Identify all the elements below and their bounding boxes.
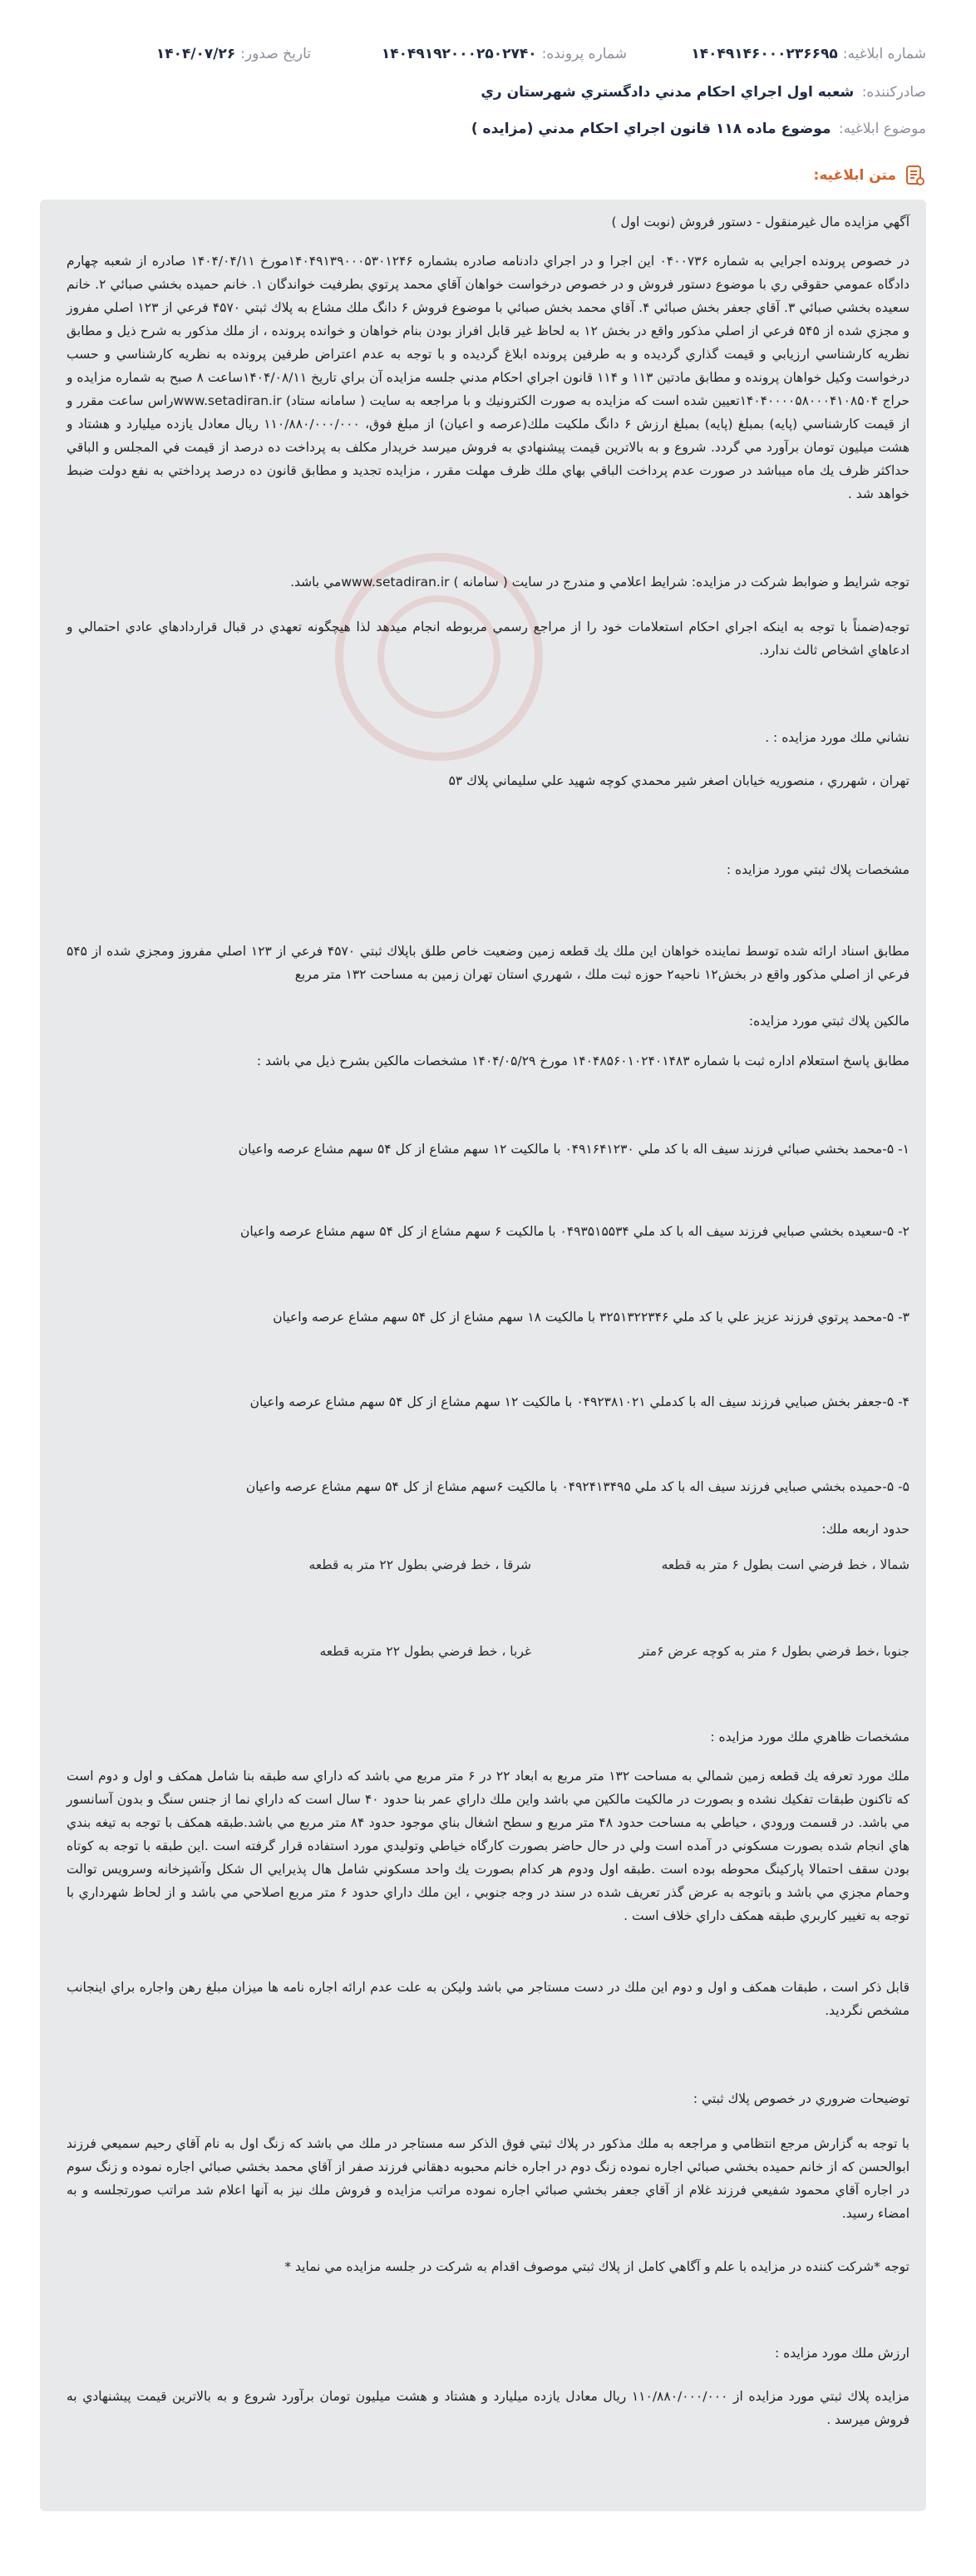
property-value-title: ارزش ملك مورد مزايده : bbox=[774, 2346, 909, 2361]
subject-value: موضوع ماده ۱۱۸ قانون اجراي احكام مدني (مزايده ) bbox=[471, 121, 831, 137]
bounds-title: حدود اربعه ملك: bbox=[821, 1522, 909, 1537]
issue-date-label: تاریخ صدور: bbox=[240, 46, 311, 62]
property-address-title: نشاني ملك مورد مزايده : . bbox=[765, 730, 909, 745]
owners-intro: مطابق پاسخ استعلام اداره ثبت با شماره ۱۴۰۴۸۵۶۰۱۰۲۴۰۱۴۸۳ مورخ ۱۴۰۴/۰۵/۲۹ مشخصات مالكين بشرح ذيل مي باشد : bbox=[256, 1054, 909, 1068]
notice-meta-row bbox=[50, 43, 926, 65]
owner-item: ۱- ۵-محمد بخشي صبائي فرزند سيف اله با كد ملي ۰۴۹۱۶۴۱۲۳۰ با مالكيت ۱۲ سهم مشاع از كل ۵۴ سهم مشاع عرصه واعيان bbox=[238, 1142, 909, 1157]
paragraph-notice: توجه(ضمناً با توجه به اينكه اجراي احكام استعلامات خود را از مراجع رسمي مربوطه انجام ميدهد لذا هيچگونه تعهدي در قبال قراردادهاي عادي احتمالي و ادعاهاي اشخاص ثالث ندارد. bbox=[67, 619, 909, 658]
issue-date-value: ۱۴۰۴/۰۷/۲۶ bbox=[155, 46, 236, 62]
issuer-label: صادرکننده: bbox=[861, 84, 926, 101]
property-value: مزايده پلاك ثبتي مورد مزايده از ۱۱۰/۸۸۰/۰۰۰/۰۰۰ ريال معادل يازده ميليارد و هشتاد و هشت ميليون تومان برآورد شروع و به بالاترين قيمت پيشنهادي به فروش ميرسد . bbox=[67, 2389, 909, 2427]
case-number-label: شماره پرونده: bbox=[541, 46, 627, 62]
owner-item: ۳- ۵-محمد پرتوي فرزند عزيز علي با كد ملي ۳۲۵۱۳۲۲۳۴۶ با مالكيت ۱۸ سهم مشاع از كل ۵۴ سهم مشاع عرصه واعيان bbox=[273, 1310, 909, 1325]
owner-item: ۲- ۵-سعيده بخشي صبايي فرزند سيف اله با كد ملي ۰۴۹۳۵۱۵۵۳۴ با مالكيت ۶ سهم مشاع از كل ۵۴ سهم مشاع عرصه واعيان bbox=[240, 1224, 909, 1239]
issuer-value: شعبه اول اجراي احكام مدني دادگستري شهرستان ري bbox=[481, 84, 855, 101]
registration-notes-title: توضيحات ضروري در خصوص پلاك ثبتي : bbox=[693, 2091, 909, 2106]
registration-notes: با توجه به گزارش مرجع انتظامي و مراجعه به ملك مذكور در پلاك ثبتي فوق الذكر سه مستاجر در ملك مي باشد كه زنگ اول به نام آقاي رحيم سميعي فرزند ابوالحسن كه از خانم حميده بخشي صبائي اجاره نموده زنگ دوم در اجاره خانم محبوبه دهقاني فرزند صفر از آقاي محمد بخشي صبائي اجاره نموده و زنگ سوم در اجاره آقاي محمود شفيعي فرزند غلام از آقاي جعفر بخشي صبائي اجاره نموده مراتب مزايده و فروش ملك نيز به آنها اعلام شد مراتب صورتجلسه و به امضاء رسيد. bbox=[67, 2136, 909, 2221]
tenants-note: قابل ذكر است ، طبقات همكف و اول و دوم اين ملك در دست مستاجر مي باشد وليكن به علت عدم ارائه اجاره نامه ها ميزان مبلغ رهن واجاره براي اينجانب مشخص نگرديد. bbox=[67, 1980, 909, 2018]
notice-number-value: ۱۴۰۴۹۱۴۶۰۰۰۲۳۶۶۹۵ bbox=[691, 46, 838, 62]
bound-east: شرقا ، خط فرضي بطول ۲۲ متر به قطعه bbox=[308, 1557, 531, 1572]
subject-line bbox=[50, 118, 926, 140]
bound-west: غربا ، خط فرضي بطول ۲۲ متربه قطعه bbox=[319, 1644, 531, 1659]
participant-warning: توجه *شركت كننده در مزايده با علم و آگاهي كامل از پلاك ثبتي موصوف اقدام به شركت در جلسه مزايده مي نمايد * bbox=[284, 2259, 909, 2274]
case-number-value: ۱۴۰۴۹۱۹۲۰۰۰۲۵۰۲۷۴۰ bbox=[381, 46, 537, 62]
case-number bbox=[311, 43, 627, 65]
paragraph-case-details: در خصوص پرونده اجرايي به شماره ۰۴۰۰۷۳۶ اين اجرا و در اجراي دادنامه صادره بشماره ۱۴۰۴۹۱۳۹۰۰۰۵۳۰۱۲۴۶مورخ ۱۴۰۴/۰۴/۱۱ صادره از شعبه چهارم دادگاه عمومي حقوقي ري با موضوع دستور فروش و در خصوص درخواست خواهان آقاي محمد پرتوي بطرفيت خواندگان ۱. خانم حميده بخشي صبائي ۲. خانم سعيده بخشي صبائي ۳. آقاي جعفر بخش صبائي ۴. آقاي محمد بخش صبائي با موضوع فروش ۶ دانگ ملك مشاع به پلاك ثبتي ۴۵۷۰ فرعي از ۱۲۳ اصلي مفروز و مجزي شده از ۵۴۵ فرعي از اصلي مذكور واقع در بخش ۱۲ به لحاظ غير قابل افراز بودن بنام خواهان و خوانده پرونده ، از ملك مذكور به شرح ذيل و مطابق نظريه كارشناسي ارزيابي و قيمت گذاري گرديده و به طرفين پرونده ابلاغ گرديده و با توجه به عدم اعتراض طرفين پرونده به نظريه كارشناسي و حسب درخواست وكيل خواهان پرونده و مطابق مادتين ۱۱۳ و ۱۱۴ قانون اجراي احكام مدني جلسه مزايده آن براي تاريخ ۱۴۰۴/۰۸/۱۱ساعت ۸ صبح به شماره مزايده و حراج ۱۴۰۴۰۰۰۰۵۸۰۰۰۴۱۰۸۵۰۴تعيين شده است كه مزايده به صورت الكترونيك و با مراجعه به سايت ( سامانه ستاد) www.setadiran.irراس ساعت مقرر و از قيمت كارشناسي (پايه) بمبلغ (پايه) بمبلغ ارزش ۶ دانگ ملكيت ملك(عرصه و اعيان) از مبلغ فوق، ۱۱۰/۸۸۰/۰۰۰/۰۰۰ ريال معادل يازده ميليارد و هشتاد و هشت ميليون تومان برآورد مي گردد. شروع و به بالاترين قيمت پيشنهادي به فروش ميرسد خريدار مكلف به پرداخت ده درصد از قيمت في المجلس و الباقي حداكثر ظرف يك ماه ميباشد در صورت عدم پرداخت الباقي بهاي ملك ظرف مهلت مقرر ، مزايده تجديد و مطابق قانون ده درصد پرداختي به نفع دولت ضبط خواهد شد . bbox=[67, 254, 910, 501]
bound-south: جنوبا ،خط فرضي بطول ۶ متر به كوچه عرض ۶متر bbox=[638, 1644, 909, 1659]
subject-label: موضوع ابلاغیه: bbox=[838, 121, 926, 137]
notice-text-header bbox=[814, 163, 926, 188]
notice-number bbox=[627, 43, 926, 65]
appearance-description: ملك مورد تعرفه يك قطعه زمين شمالي به مساحت ۱۳۲ متر مربع به ابعاد ۲۲ در ۶ متر مربع مي باشد كه داراي سه طبقه بنا شامل همكف و اول و دوم است كه تاكنون طبقات تفكيك نشده و بصورت در مالكيت مالكين مي باشد واين ملك داراي عمر بنا حدود ۴۰ سال است كه داراي نما از جنس سنگ و بدون آسانسور مي باشد. در قسمت ورودي ، حياطي به مساحت حدود ۴۸ متر مربع و سطح اشغال بناي موجود حدود ۸۴ متر مربع مي باشد.طبقه همكف با توجه به تيغه بندي هاي انجام شده بصورت مسكوني در آمده است ولي در حال حاضر بصورت كارگاه خياطي وتوليدي مورد استفاده قرار گرفته است .اين طبقه با توجه به كوتاه بودن سقف احتمالا پاركينگ محوطه بوده است .طبقه اول ودوم هر كدام بصورت يك واحد مسكوني شامل هال پذيرايي ال شكل وآشپزخانه وسرويس توالت وحمام مجزي مي باشد و باتوجه به عرض گذر تعريف شده در سند در وجه جنوبي ، اين ملك داراي حدود ۶ متر مربع اصلاحي مي باشد و از لحاظ شهرداري با توجه به تغيير كاربري طبقه همكف داراي خلاف است . bbox=[67, 1769, 910, 1923]
issuer-line bbox=[50, 81, 926, 103]
owner-item: ۵- ۵-حميده بخشي صبايي فرزند سيف اله با كد ملي ۰۴۹۲۴۱۳۴۹۵ با مالكيت ۶سهم مشاع از كل ۵۴ سهم مشاع عرصه واعيان bbox=[245, 1479, 909, 1494]
bounds-row-2 bbox=[78, 1644, 909, 1667]
paragraph-auction-conditions: توجه شرايط و ضوابط شركت در مزايده: شرايط اعلامي و مندرج در سايت ( سامانه ) www.setadiran.irمي باشد. bbox=[290, 575, 909, 590]
property-address: تهران ، شهرري ، منصوريه خيابان اصغر شير محمدي كوچه شهيد علي سليماني پلاك ۵۳ bbox=[448, 773, 909, 788]
bounds-row-1 bbox=[78, 1557, 909, 1581]
notice-heading: آگهي مزايده مال غيرمنقول - دستور فروش (نوبت اول ) bbox=[611, 215, 909, 229]
notice-number-label: شماره ابلاغیه: bbox=[842, 46, 926, 62]
issue-date bbox=[156, 43, 311, 65]
bound-north: شمالا ، خط فرضي است بطول ۶ متر به قطعه bbox=[661, 1557, 909, 1572]
registration-specs: مطابق اسناد ارائه شده توسط نماينده خواهان اين ملك يك قطعه زمين وضعيت خاص طلق باپلاك ثبتي ۴۵۷۰ فرعي از ۱۲۳ اصلي مفروز ومجزي شده از ۵۴۵ فرعي از اصلي مذكور واقع در بخش۱۲ ناحيه۲ حوزه ثبت ملك ، شهرري استان تهران زمين به مساحت ۱۳۲ متر مربع bbox=[67, 944, 910, 982]
owners-title: مالكين پلاك ثبتي مورد مزايده: bbox=[748, 1014, 909, 1029]
owner-item: ۴- ۵-جعفر بخش صبايي فرزند سيف اله با كدملي ۰۴۹۲۳۸۱۰۲۱ با مالكيت ۱۲ سهم مشاع از كل ۵۴ سهم مشاع عرصه واعيان bbox=[249, 1394, 909, 1409]
notice-text-title: متن ابلاغیه: bbox=[813, 167, 896, 184]
appearance-title: مشخصات ظاهري ملك مورد مزايده : bbox=[710, 1730, 909, 1744]
document-text-icon bbox=[903, 164, 926, 187]
registration-specs-title: مشخصات پلاك ثبتي مورد مزايده : bbox=[726, 862, 909, 877]
